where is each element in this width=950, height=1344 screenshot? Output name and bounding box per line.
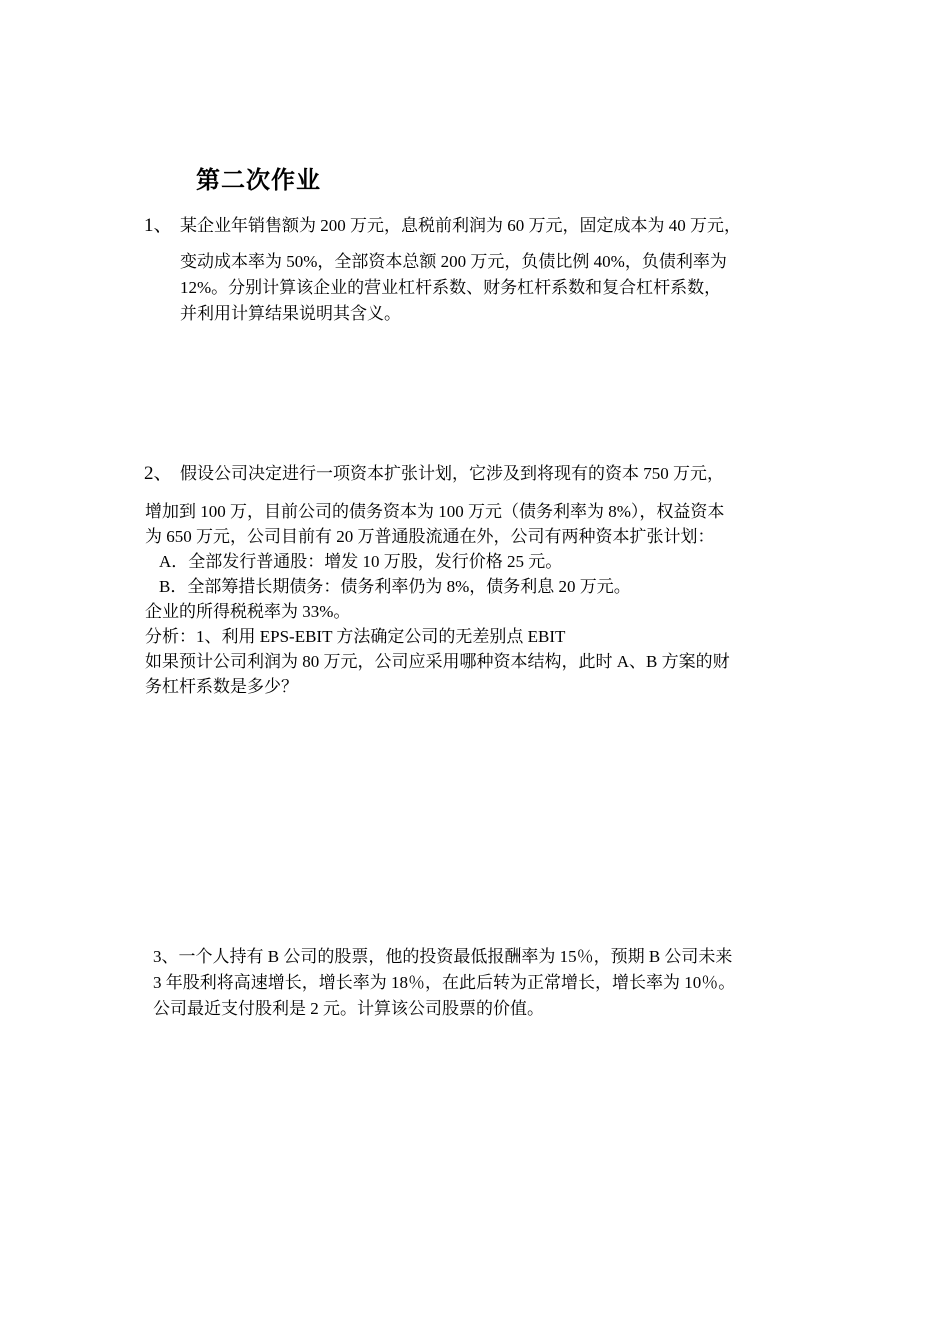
q2-line-8: 如果预计公司利润为 80 万元，公司应采用哪种资本结构，此时 A、B 方案的财 [145,652,730,671]
q3-line-2: 3 年股利将高速增长，增长率为 18％，在此后转为正常增长，增长率为 10％。 [153,973,736,992]
q1-line-1: 某企业年销售额为 200 万元，息税前利润为 60 万元，固定成本为 40 万元， [180,216,741,235]
q2-line-3: 为 650 万元，公司目前有 20 万普通股流通在外，公司有两种资本扩张计划： [145,527,715,546]
q2-option-b: B．全部筹措长期债务：债务利率仍为 8%，债务利息 20 万元。 [159,577,631,596]
q2-line-2: 增加到 100 万，目前公司的债务资本为 100 万元（债务利率为 8%），权益资本 [145,502,725,521]
q1-number: 1、 [144,215,173,236]
q1-line-2: 变动成本率为 50%，全部资本总额 200 万元，负债比例 40%，负债利率为 [180,252,727,271]
document-title: 第二次作业 [196,166,321,194]
q2-line-7: 分析：1、利用 EPS-EBIT 方法确定公司的无差别点 EBIT [145,627,566,646]
q1-line-4: 并利用计算结果说明其含义。 [180,304,401,323]
q1-line-3: 12%。分别计算该企业的营业杠杆系数、财务杠杆系数和复合杠杆系数， [180,278,722,297]
q3-line-1: 3、一个人持有 B 公司的股票，他的投资最低报酬率为 15％，预期 B 公司未来 [153,947,733,966]
q2-line-9: 务杠杆系数是多少？ [145,677,298,696]
q3-line-3: 公司最近支付股利是 2 元。计算该公司股票的价值。 [153,999,544,1018]
q2-option-a: A．全部发行普通股：增发 10 万股，发行价格 25 元。 [159,552,563,571]
q2-line-1: 假设公司决定进行一项资本扩张计划，它涉及到将现有的资本 750 万元， [180,464,724,483]
q2-number: 2、 [144,463,173,484]
q2-line-6: 企业的所得税税率为 33%。 [145,602,351,621]
